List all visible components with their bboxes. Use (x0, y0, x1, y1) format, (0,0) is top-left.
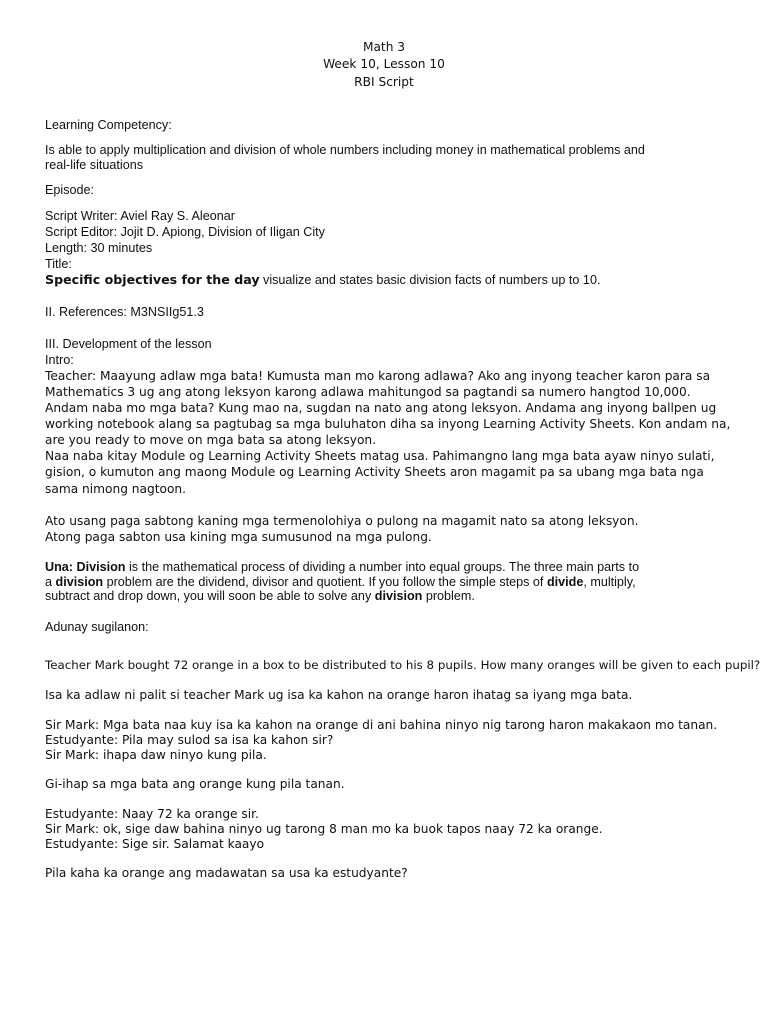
week-lesson-heading: Week 10, Lesson 10 (323, 57, 445, 71)
objectives-text: visualize and states basic division facts of numbers up to 10. (259, 273, 601, 287)
competency-line-1: Is able to apply multiplication and division of whole numbers including money in mathematical problems and (45, 143, 645, 157)
dialogue-line: Estudyante: Naay 72 ka orange sir. (45, 807, 259, 821)
subject-heading: Math 3 (362, 40, 406, 54)
problem-statement: Teacher Mark bought 72 orange in a box to be distributed to his 8 pupils. How many oranges will be given to each pupil? (45, 658, 761, 672)
objectives-label: Specific objectives for the day (45, 272, 260, 287)
terms-line: Ato usang paga sabtong kaning mga termenolohiya o pulong na magamit nato sa atong leksyon. (45, 514, 639, 528)
story-label: Adunay sugilanon: (45, 620, 149, 634)
title-label: Title: (45, 257, 72, 271)
dialogue-line: Estudyante: Pila may sulod sa isa ka kahon sir? (45, 733, 334, 747)
intro-line: working notebook alang sa pagtubag sa mga buluhaton diha sa inyong Learning Activity Sheets. Kon andam na, (45, 417, 731, 431)
objectives-line (45, 272, 600, 288)
intro-line: Naa naba kitay Module og Learning Activity Sheets matag usa. Pahimangno lang mga bata ayaw ninyo sulati, (45, 449, 715, 463)
dialogue-line: Sir Mark: ihapa daw ninyo kung pila. (45, 748, 267, 762)
division-keyword: division (374, 589, 423, 603)
length-line: Length: 30 minutes (45, 241, 153, 255)
closing-question: Pila kaha ka orange ang madawatan sa usa ka estudyante? (45, 866, 408, 880)
episode-label: Episode: (45, 183, 95, 197)
division-line-2: a division problem are the dividend, divisor and quotient. If you follow the simple steps of divide, multiply, (45, 575, 636, 589)
divide-keyword: divide (546, 575, 584, 589)
intro-line: are you ready to move on mga bata sa atong leksyon. (45, 433, 377, 447)
dialogue-line: Sir Mark: Mga bata naa kuy isa ka kahon na orange di ani bahina ninyo nig tarong haron makakaon mo tanan. (45, 718, 718, 732)
script-editor: Script Editor: Jojit D. Apiong, Division of Iligan City (45, 225, 325, 239)
intro-line: gision, o kumuton ang maong Module og Learning Activity Sheets aron magamit pa sa ubang mga bata nga (45, 465, 704, 479)
count-line: Gi-ihap sa mga bata ang orange kung pila tanan. (45, 777, 345, 791)
competency-label: Learning Competency: (45, 118, 172, 132)
intro-line: sama nimong nagtoon. (45, 482, 187, 496)
division-line-1: Una: Division is the mathematical process of dividing a number into equal groups. The three main parts to (45, 560, 640, 574)
intro-line: Mathematics 3 ug ang atong leksyon karong adlawa mahitungod sa pagtandi sa numero hangtod 10,000. (45, 385, 691, 399)
dialogue-line: Estudyante: Sige sir. Salamat kaayo (45, 837, 265, 851)
intro-label: Intro: (45, 353, 74, 367)
division-keyword: division (55, 575, 104, 589)
terms-line: Atong paga sabton usa kining mga sumusunod na mga pulong. (45, 530, 432, 544)
development-heading: III. Development of the lesson (45, 337, 212, 351)
script-type-heading: RBI Script (354, 75, 414, 89)
una-division-label: Una: Division (45, 560, 126, 574)
script-writer: Script Writer: Aviel Ray S. Aleonar (45, 209, 235, 223)
dialogue-line: Sir Mark: ok, sige daw bahina ninyo ug tarong 8 man mo ka buok tapos naay 72 ka orange. (45, 822, 603, 836)
division-line-3: subtract and drop down, you will soon be able to solve any division problem. (45, 589, 475, 603)
intro-line: Andam naba mo mga bata? Kung mao na, sugdan na nato ang atong leksyon. Andama ang inyong ballpen ug (45, 401, 717, 415)
story-setup: Isa ka adlaw ni palit si teacher Mark ug isa ka kahon na orange haron ihatag sa iyang mga bata. (45, 688, 633, 702)
intro-line: Teacher: Maayung adlaw mga bata! Kumusta man mo karong adlawa? Ako ang inyong teacher karon para sa (45, 369, 711, 383)
references-line: II. References: M3NSIIg51.3 (45, 305, 204, 319)
competency-line-2: real-life situations (45, 158, 143, 172)
